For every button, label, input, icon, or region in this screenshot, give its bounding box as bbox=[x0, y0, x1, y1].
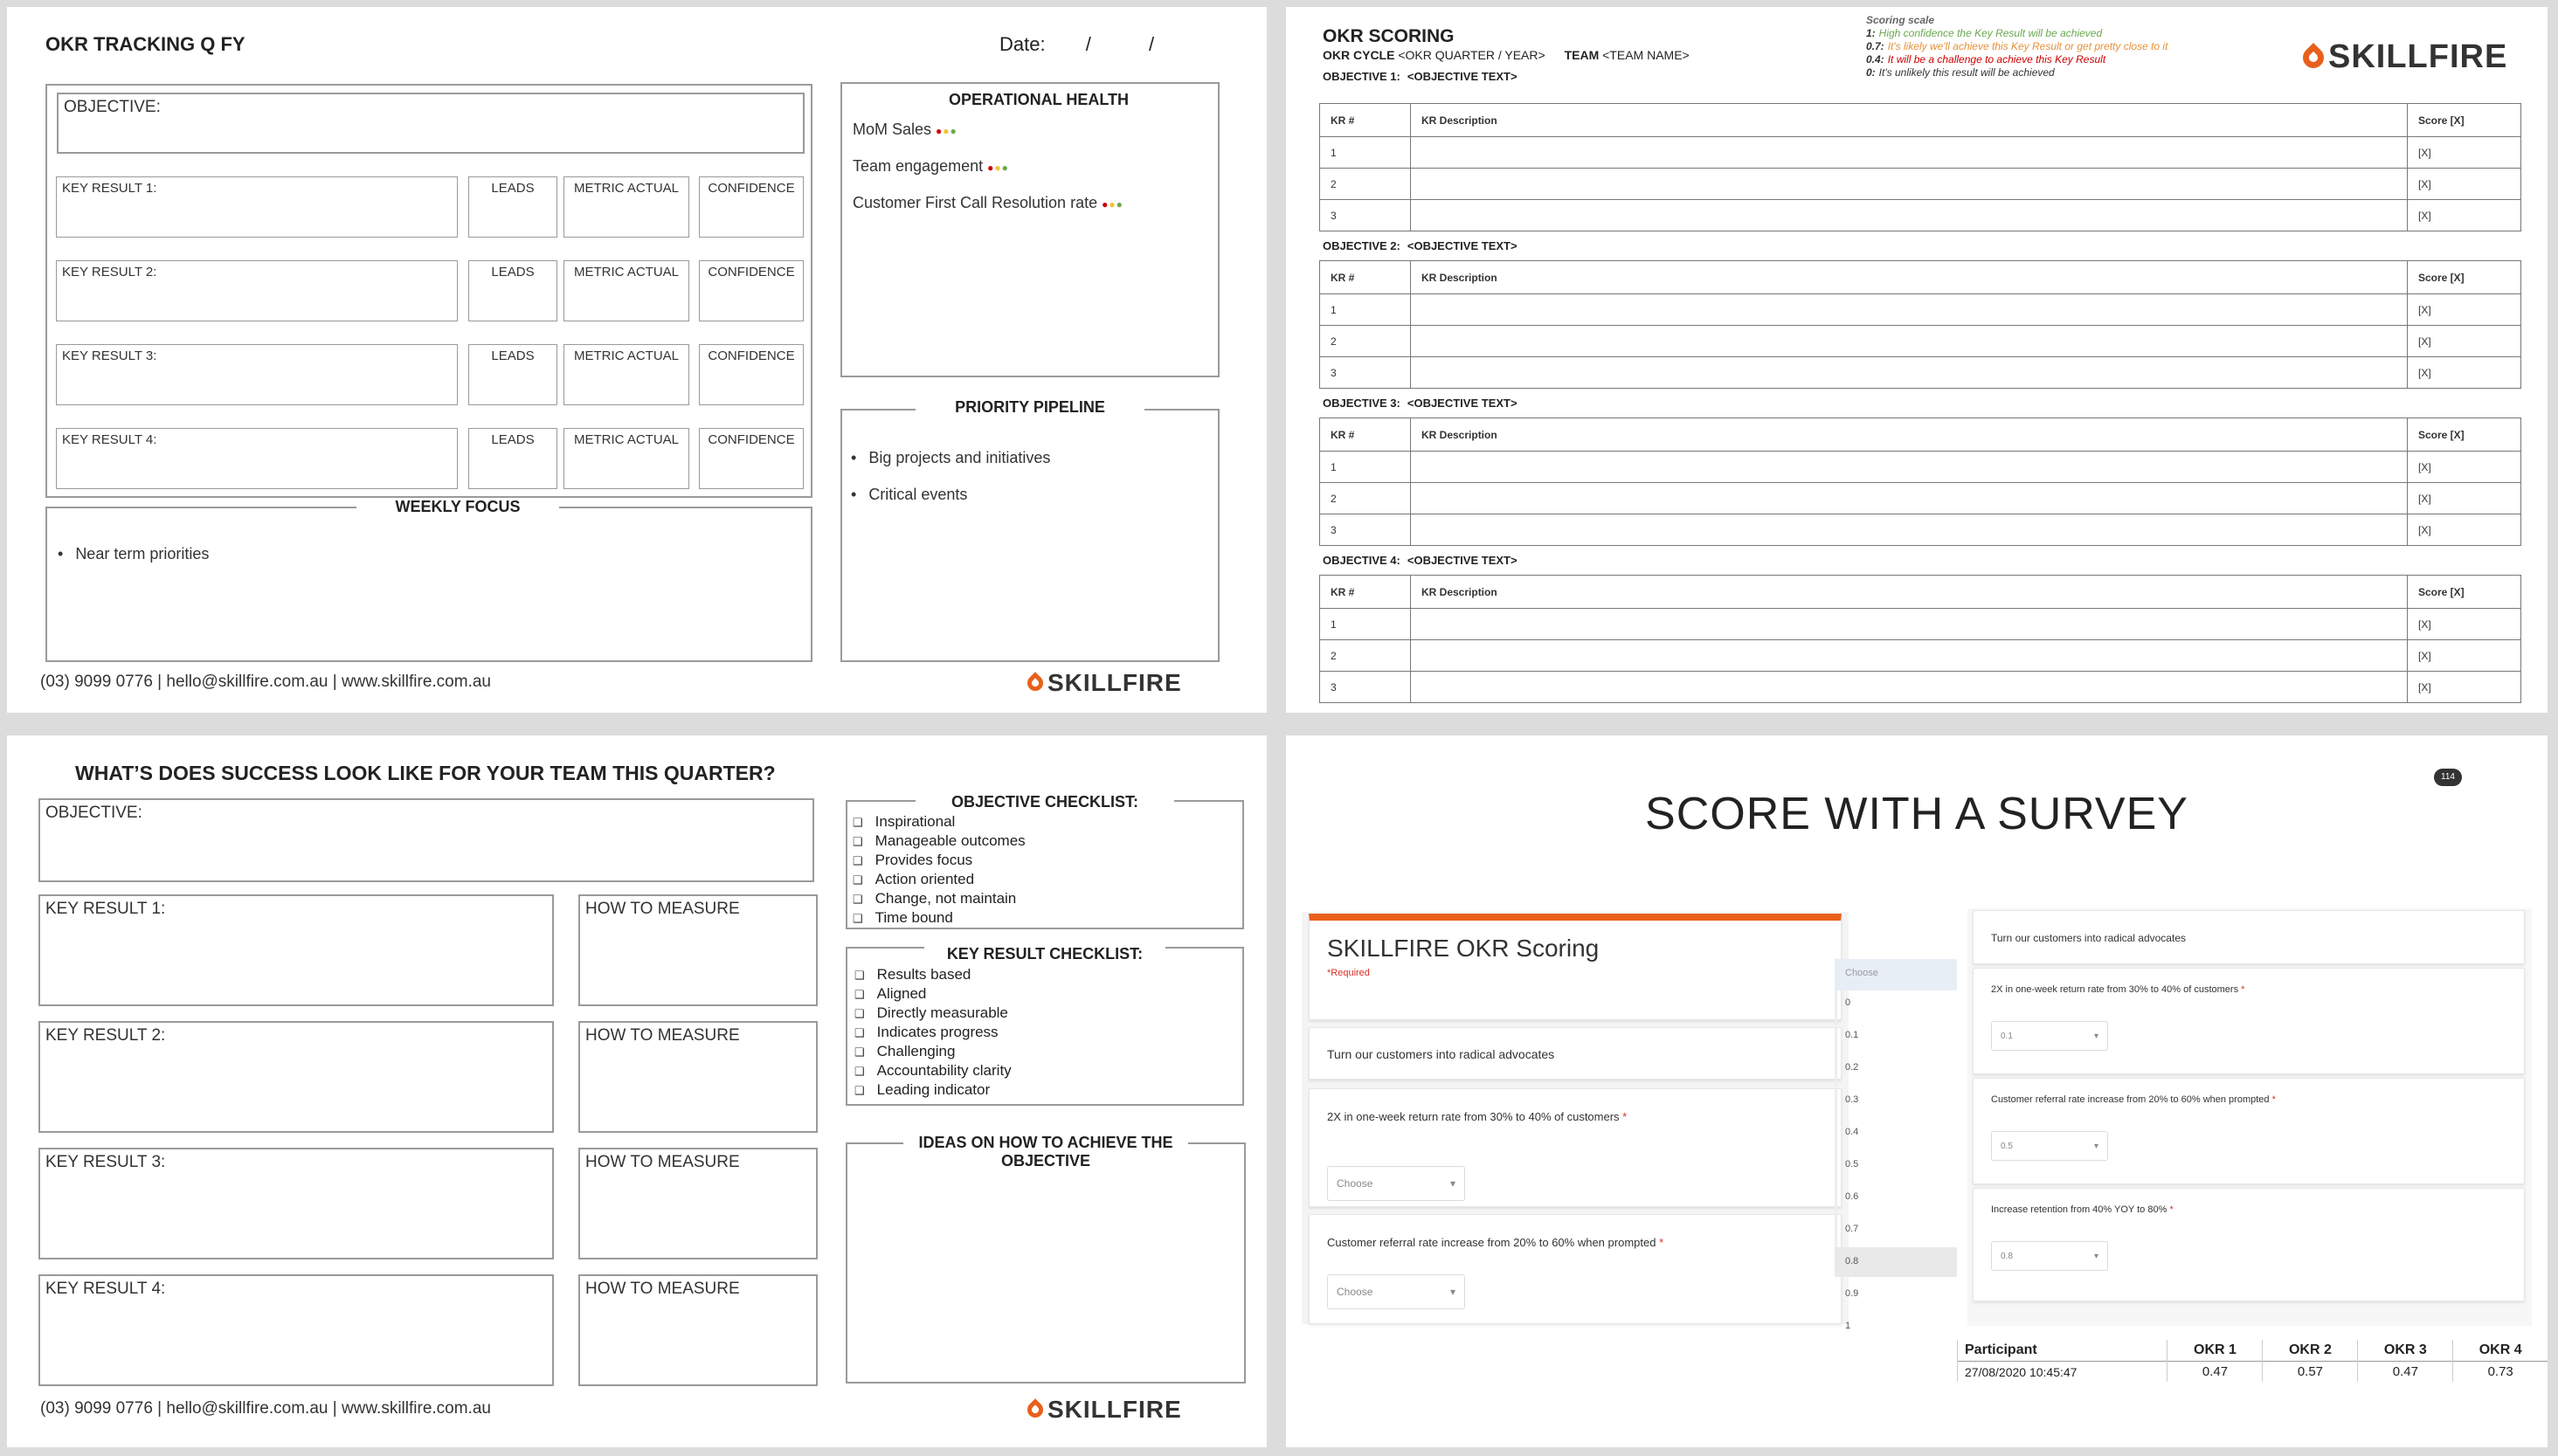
metric-actual-field[interactable] bbox=[563, 176, 689, 238]
results-header-cell: Participant bbox=[1958, 1340, 2167, 1362]
table-row bbox=[1320, 514, 2521, 546]
question-card bbox=[1309, 1088, 1842, 1207]
results-table bbox=[1957, 1340, 2548, 1382]
results-header-cell: OKR 3 bbox=[2358, 1340, 2453, 1362]
score-select[interactable]: Choose ▾ bbox=[1327, 1274, 1465, 1309]
col-description: KR Description bbox=[1411, 418, 2408, 452]
question-text: 2X in one-week return rate from 30% to 40% of customers * bbox=[1327, 1110, 1628, 1123]
how-to-measure-field[interactable] bbox=[578, 894, 818, 1006]
kr-description-cell[interactable] bbox=[1411, 137, 2408, 169]
dropdown-arrow-icon: ▾ bbox=[2093, 1251, 2098, 1261]
question-card bbox=[1309, 1214, 1842, 1324]
form-header-card bbox=[1309, 914, 1842, 1020]
col-score: Score [X] bbox=[2408, 261, 2521, 294]
score-cell[interactable]: [X] bbox=[2408, 609, 2521, 640]
results-cell: 0.57 bbox=[2263, 1362, 2358, 1383]
objective-label: OBJECTIVE: bbox=[64, 98, 161, 116]
dropdown-list[interactable] bbox=[1835, 997, 1957, 1347]
kr-number: 2 bbox=[1320, 640, 1411, 672]
kr-number: 2 bbox=[1320, 483, 1411, 514]
leads-field[interactable] bbox=[468, 260, 557, 321]
dropdown-option[interactable]: 1 bbox=[1845, 1321, 1851, 1331]
checklist-item[interactable]: ❑ Action oriented bbox=[853, 870, 1026, 889]
pipeline-item: • Critical events bbox=[851, 486, 967, 504]
col-kr: KR # bbox=[1320, 576, 1411, 609]
slide-title: WHAT’S DOES SUCCESS LOOK LIKE FOR YOUR TEAM THIS QUARTER? bbox=[75, 762, 776, 784]
weekly-focus-panel bbox=[45, 507, 812, 662]
results-header-cell: OKR 4 bbox=[2453, 1340, 2548, 1362]
dropdown-option[interactable]: 0.6 bbox=[1845, 1191, 1859, 1202]
kr-description-cell[interactable] bbox=[1411, 640, 2408, 672]
objective-label: OBJECTIVE: bbox=[45, 804, 142, 822]
date-separator: / bbox=[1085, 33, 1091, 55]
checklist-item[interactable]: ❑ Aligned bbox=[854, 984, 1012, 1004]
leads-field[interactable] bbox=[468, 428, 557, 489]
scoring-scale: Scoring scale 1: High confidence the Key Result will be achieved 0.7: It's likely we'll achieve this Key Result or get pretty close to it 0.4: It will be a challenge to achieve this Key Result 0: It's unlikely this result will be achieved bbox=[1866, 14, 2168, 79]
checklist-item[interactable]: ❑ Results based bbox=[854, 965, 1012, 984]
pipeline-item: • Big projects and initiatives bbox=[851, 449, 1050, 467]
kr-number: 3 bbox=[1320, 514, 1411, 546]
score-select[interactable]: Choose ▾ bbox=[1327, 1166, 1465, 1201]
skillfire-logo: SKILLFIRE bbox=[1027, 669, 1182, 697]
score-cell[interactable]: [X] bbox=[2408, 640, 2521, 672]
ideas-title: IDEAS ON HOW TO ACHIEVE THE OBJECTIVE bbox=[903, 1134, 1188, 1170]
key-result-field[interactable] bbox=[56, 428, 458, 489]
how-to-measure-field[interactable] bbox=[578, 1274, 818, 1386]
how-to-measure-label: HOW TO MEASURE bbox=[585, 1153, 740, 1171]
score-cell[interactable]: [X] bbox=[2408, 357, 2521, 389]
dropdown-option[interactable]: 0.2 bbox=[1845, 1062, 1859, 1073]
okr-tracking-slide bbox=[7, 7, 1267, 713]
key-result-label: KEY RESULT 4: bbox=[62, 432, 157, 447]
how-to-measure-label: HOW TO MEASURE bbox=[585, 1280, 740, 1298]
kr-number: 3 bbox=[1320, 672, 1411, 703]
confidence-label: CONFIDENCE bbox=[708, 432, 795, 447]
key-result-field[interactable] bbox=[38, 1274, 554, 1386]
table-row bbox=[1320, 137, 2521, 169]
scale-row: 0.7: It's likely we'll achieve this Key Result or get pretty close to it bbox=[1866, 40, 2168, 52]
question-card: 2X in one-week return rate from 30% to 40% of customers * 0.1 ▾ bbox=[1973, 968, 2525, 1074]
objective-field[interactable] bbox=[57, 93, 805, 154]
leads-label: LEADS bbox=[491, 432, 535, 447]
how-to-measure-field[interactable] bbox=[578, 1148, 818, 1259]
kr-number: 2 bbox=[1320, 169, 1411, 200]
table-header-row bbox=[1320, 418, 2521, 452]
footer-contact: (03) 9099 0776 | hello@skillfire.com.au | www.skillfire.com.au bbox=[40, 1399, 491, 1418]
table-header-row bbox=[1320, 261, 2521, 294]
success-planning-slide bbox=[7, 735, 1267, 1447]
flame-icon bbox=[2299, 43, 2328, 72]
question-card: Increase retention from 40% YOY to 80% * 0.8 ▾ bbox=[1973, 1188, 2525, 1301]
date-label: Date: bbox=[999, 33, 1046, 55]
key-result-field[interactable] bbox=[56, 344, 458, 405]
kr-description-cell[interactable] bbox=[1411, 169, 2408, 200]
leads-label: LEADS bbox=[491, 181, 535, 196]
dropdown-choose: Choose bbox=[1845, 968, 1878, 978]
scale-row: 0: It's unlikely this result will be achieved bbox=[1866, 66, 2055, 79]
key-result-field[interactable] bbox=[38, 894, 554, 1006]
confidence-field[interactable] bbox=[699, 344, 804, 405]
key-result-label: KEY RESULT 1: bbox=[45, 900, 166, 918]
dropdown-option[interactable]: 0.8 bbox=[1845, 1256, 1859, 1266]
section-objective: Turn our customers into radical advocates bbox=[1327, 1047, 1555, 1061]
checklist-item[interactable]: ❑ Provides focus bbox=[853, 851, 1026, 870]
leads-field[interactable] bbox=[468, 176, 557, 238]
slide-title: OKR SCORING bbox=[1323, 26, 1455, 46]
skillfire-logo: SKILLFIRE bbox=[1027, 1396, 1182, 1424]
kr-score-table bbox=[1319, 103, 2521, 231]
table-header-row bbox=[1320, 104, 2521, 137]
confidence-label: CONFIDENCE bbox=[708, 348, 795, 363]
table-row bbox=[1320, 326, 2521, 357]
checklist-item[interactable]: ❑ Challenging bbox=[854, 1042, 1012, 1061]
score-cell[interactable]: [X] bbox=[2408, 200, 2521, 231]
col-score: Score [X] bbox=[2408, 418, 2521, 452]
objective-heading: OBJECTIVE 2: <OBJECTIVE TEXT> bbox=[1323, 239, 1518, 252]
metric-actual-field[interactable] bbox=[563, 428, 689, 489]
status-dots: ●●● bbox=[1102, 198, 1123, 210]
score-select[interactable]: 0.1 ▾ bbox=[1991, 1021, 2108, 1051]
kr-number: 3 bbox=[1320, 200, 1411, 231]
dropdown-option[interactable]: 0.1 bbox=[1845, 1030, 1859, 1040]
kr-description-cell[interactable] bbox=[1411, 357, 2408, 389]
col-description: KR Description bbox=[1411, 576, 2408, 609]
kr-number: 1 bbox=[1320, 137, 1411, 169]
results-cell: 0.47 bbox=[2358, 1362, 2453, 1383]
table-row bbox=[1320, 640, 2521, 672]
results-cell: 27/08/2020 10:45:47 bbox=[1958, 1362, 2167, 1383]
kr-description-cell[interactable] bbox=[1411, 200, 2408, 231]
dropdown-arrow-icon: ▾ bbox=[1449, 1177, 1455, 1190]
health-item: Customer First Call Resolution rate ●●● bbox=[853, 194, 1123, 211]
leads-label: LEADS bbox=[491, 348, 535, 363]
key-result-label: KEY RESULT 3: bbox=[45, 1153, 166, 1171]
objective-heading: OBJECTIVE 4: <OBJECTIVE TEXT> bbox=[1323, 554, 1518, 567]
ideas-panel[interactable] bbox=[846, 1142, 1246, 1384]
metric-actual-field[interactable] bbox=[563, 260, 689, 321]
dropdown-arrow-icon: ▾ bbox=[1449, 1286, 1455, 1298]
table-header-row bbox=[1320, 576, 2521, 609]
metric-actual-field[interactable] bbox=[563, 344, 689, 405]
objective-field[interactable] bbox=[38, 798, 814, 882]
key-result-field[interactable] bbox=[56, 260, 458, 321]
date-separator: / bbox=[1148, 33, 1155, 55]
kr-score-table bbox=[1319, 575, 2521, 703]
status-dots: ●●● bbox=[987, 162, 1009, 174]
weekly-focus-title: WEEKLY FOCUS bbox=[356, 498, 559, 516]
dropdown-option[interactable]: 0.3 bbox=[1845, 1094, 1859, 1105]
kr-number: 1 bbox=[1320, 452, 1411, 483]
key-result-label: KEY RESULT 4: bbox=[45, 1280, 166, 1298]
table-row bbox=[1320, 169, 2521, 200]
objective-checklist bbox=[853, 812, 1026, 928]
how-to-measure-label: HOW TO MEASURE bbox=[585, 900, 740, 918]
kr-number: 1 bbox=[1320, 609, 1411, 640]
checklist-item[interactable]: ❑ Indicates progress bbox=[854, 1023, 1012, 1042]
status-dots: ●●● bbox=[936, 125, 958, 137]
question-card: Customer referral rate increase from 20% to 60% when prompted * 0.5 ▾ bbox=[1973, 1078, 2525, 1184]
metric-actual-label: METRIC ACTUAL bbox=[573, 348, 679, 363]
checklist-item[interactable]: ❑ Manageable outcomes bbox=[853, 832, 1026, 851]
col-score: Score [X] bbox=[2408, 576, 2521, 609]
cycle-info: OKR CYCLE <OKR QUARTER / YEAR> TEAM <TEAM NAME> bbox=[1323, 48, 1690, 62]
flame-icon bbox=[1024, 672, 1046, 693]
checklist-item[interactable]: ❑ Change, not maintain bbox=[853, 889, 1026, 908]
key-result-label: KEY RESULT 2: bbox=[62, 265, 157, 279]
confidence-field[interactable] bbox=[699, 428, 804, 489]
confidence-field[interactable] bbox=[699, 260, 804, 321]
score-cell[interactable]: [X] bbox=[2408, 137, 2521, 169]
results-header-cell: OKR 1 bbox=[2167, 1340, 2263, 1362]
score-cell[interactable]: [X] bbox=[2408, 672, 2521, 703]
confidence-label: CONFIDENCE bbox=[708, 265, 795, 279]
dropdown-option[interactable]: 0.5 bbox=[1845, 1159, 1859, 1170]
kr-description-cell[interactable] bbox=[1411, 609, 2408, 640]
slide-title: SCORE WITH A SURVEY bbox=[1645, 789, 2188, 839]
okr-scoring-slide bbox=[1286, 7, 2548, 713]
kr-score-table bbox=[1319, 417, 2521, 546]
dropdown-arrow-icon: ▾ bbox=[2093, 1141, 2098, 1151]
objective-heading: OBJECTIVE 3: <OBJECTIVE TEXT> bbox=[1323, 397, 1518, 410]
checklist-item[interactable]: ❑ Leading indicator bbox=[854, 1080, 1012, 1100]
score-cell[interactable]: [X] bbox=[2408, 483, 2521, 514]
weekly-focus-item: • Near term priorities bbox=[58, 545, 209, 563]
objective-heading: OBJECTIVE 1: <OBJECTIVE TEXT> bbox=[1323, 70, 1518, 83]
kr-description-cell[interactable] bbox=[1411, 326, 2408, 357]
key-result-field[interactable] bbox=[38, 1148, 554, 1259]
how-to-measure-field[interactable] bbox=[578, 1021, 818, 1133]
col-score: Score [X] bbox=[2408, 104, 2521, 137]
results-header-cell: OKR 2 bbox=[2263, 1340, 2358, 1362]
kr-description-cell[interactable] bbox=[1411, 672, 2408, 703]
dropdown-option[interactable]: 0.7 bbox=[1845, 1224, 1859, 1234]
checklist-item[interactable]: ❑ Time bound bbox=[853, 908, 1026, 928]
priority-pipeline-panel bbox=[840, 409, 1220, 662]
operational-health-title: OPERATIONAL HEALTH bbox=[924, 91, 1153, 109]
section-card: Turn our customers into radical advocates bbox=[1973, 910, 2525, 964]
table-row bbox=[1320, 609, 2521, 640]
section-card bbox=[1309, 1027, 1842, 1080]
table-row bbox=[1320, 200, 2521, 231]
priority-pipeline-title: PRIORITY PIPELINE bbox=[916, 398, 1144, 417]
score-select[interactable]: 0.5 ▾ bbox=[1991, 1131, 2108, 1161]
results-row bbox=[1958, 1362, 2548, 1383]
how-to-measure-label: HOW TO MEASURE bbox=[585, 1026, 740, 1045]
score-cell[interactable]: [X] bbox=[2408, 326, 2521, 357]
required-note: *Required bbox=[1327, 968, 1370, 978]
table-row bbox=[1320, 452, 2521, 483]
page-badge: 114 bbox=[2434, 769, 2462, 786]
objective-checklist-title: OBJECTIVE CHECKLIST: bbox=[916, 793, 1174, 811]
score-cell[interactable]: [X] bbox=[2408, 169, 2521, 200]
kr-score-table bbox=[1319, 260, 2521, 389]
scale-row: 1: High confidence the Key Result will be achieved bbox=[1866, 27, 2103, 39]
metric-actual-label: METRIC ACTUAL bbox=[573, 265, 679, 279]
score-cell[interactable]: [X] bbox=[2408, 514, 2521, 546]
key-result-label: KEY RESULT 2: bbox=[45, 1026, 166, 1045]
kr-description-cell[interactable] bbox=[1411, 514, 2408, 546]
table-row bbox=[1320, 483, 2521, 514]
leads-field[interactable] bbox=[468, 344, 557, 405]
skillfire-logo: SKILLFIRE bbox=[2303, 38, 2507, 76]
checklist-item[interactable]: ❑ Directly measurable bbox=[854, 1004, 1012, 1023]
results-header-row bbox=[1958, 1340, 2548, 1362]
col-description: KR Description bbox=[1411, 104, 2408, 137]
checklist-item[interactable]: ❑ Accountability clarity bbox=[854, 1061, 1012, 1080]
kr-checklist bbox=[854, 965, 1012, 1100]
table-row bbox=[1320, 672, 2521, 703]
leads-label: LEADS bbox=[491, 265, 535, 279]
kr-description-cell[interactable] bbox=[1411, 483, 2408, 514]
question-text: Customer referral rate increase from 20% to 60% when prompted * bbox=[1327, 1236, 1664, 1249]
col-kr: KR # bbox=[1320, 104, 1411, 137]
confidence-field[interactable] bbox=[699, 176, 804, 238]
score-select[interactable]: 0.8 ▾ bbox=[1991, 1241, 2108, 1271]
flame-icon bbox=[1024, 1398, 1046, 1420]
table-row bbox=[1320, 357, 2521, 389]
col-kr: KR # bbox=[1320, 418, 1411, 452]
health-item: Team engagement ●●● bbox=[853, 157, 1009, 175]
scale-row: 0.4: It will be a challenge to achieve this Key Result bbox=[1866, 53, 2106, 66]
footer-contact: (03) 9099 0776 | hello@skillfire.com.au | www.skillfire.com.au bbox=[40, 673, 491, 691]
checklist-item[interactable]: ❑ Inspirational bbox=[853, 812, 1026, 832]
kr-number: 3 bbox=[1320, 357, 1411, 389]
metric-actual-label: METRIC ACTUAL bbox=[573, 432, 679, 447]
dropdown-arrow-icon: ▾ bbox=[2093, 1031, 2098, 1041]
key-result-label: KEY RESULT 3: bbox=[62, 348, 157, 363]
dropdown-option[interactable]: 0 bbox=[1845, 997, 1851, 1008]
kr-checklist-title: KEY RESULT CHECKLIST: bbox=[924, 945, 1165, 963]
col-kr: KR # bbox=[1320, 261, 1411, 294]
kr-number: 2 bbox=[1320, 326, 1411, 357]
health-item: MoM Sales ●●● bbox=[853, 121, 958, 138]
score-cell[interactable]: [X] bbox=[2408, 452, 2521, 483]
key-result-label: KEY RESULT 1: bbox=[62, 181, 157, 196]
metric-actual-label: METRIC ACTUAL bbox=[573, 181, 679, 196]
results-cell: 0.47 bbox=[2167, 1362, 2263, 1383]
kr-number: 1 bbox=[1320, 294, 1411, 326]
confidence-label: CONFIDENCE bbox=[708, 181, 795, 196]
form-title: SKILLFIRE OKR Scoring bbox=[1327, 935, 1600, 962]
survey-slide bbox=[1286, 735, 2548, 1447]
kr-description-cell[interactable] bbox=[1411, 294, 2408, 326]
slide-title: OKR TRACKING Q FY bbox=[45, 33, 245, 55]
kr-description-cell[interactable] bbox=[1411, 452, 2408, 483]
score-cell[interactable]: [X] bbox=[2408, 294, 2521, 326]
dropdown-option[interactable]: 0.9 bbox=[1845, 1288, 1859, 1299]
col-description: KR Description bbox=[1411, 261, 2408, 294]
key-result-field[interactable] bbox=[56, 176, 458, 238]
key-result-field[interactable] bbox=[38, 1021, 554, 1133]
table-row bbox=[1320, 294, 2521, 326]
dropdown-option[interactable]: 0.4 bbox=[1845, 1127, 1859, 1137]
results-cell: 0.73 bbox=[2453, 1362, 2548, 1383]
